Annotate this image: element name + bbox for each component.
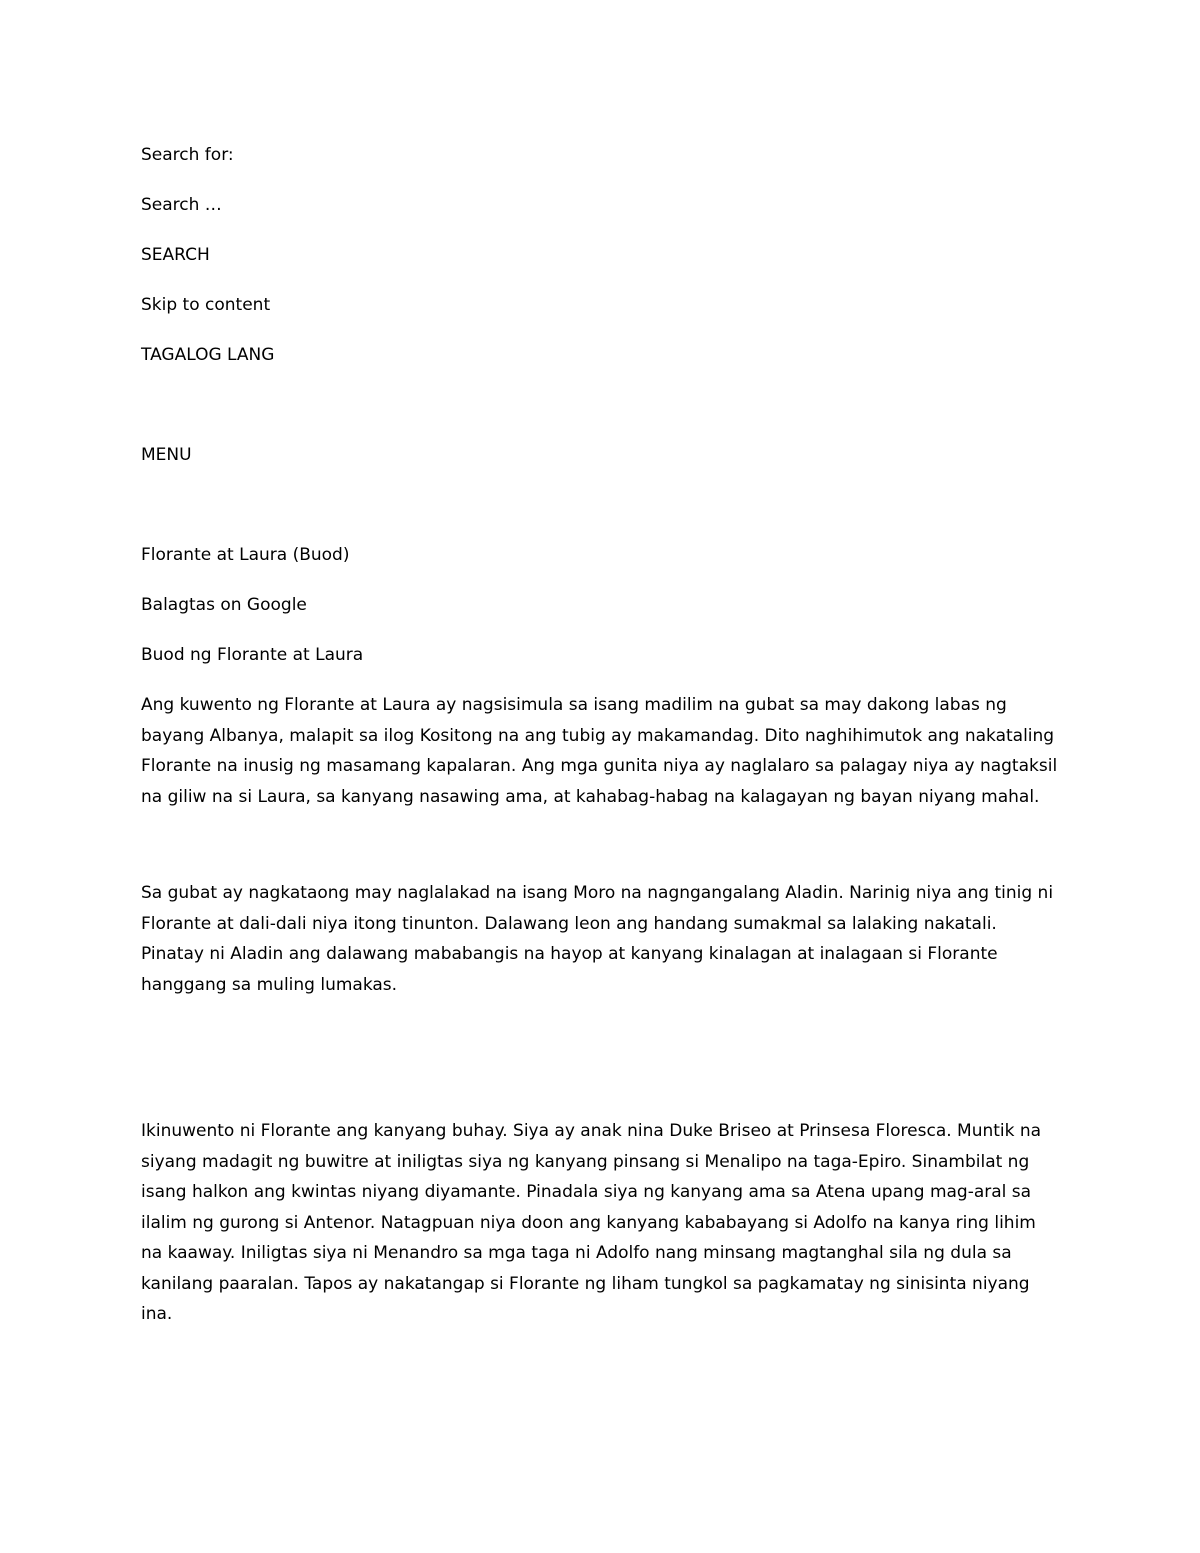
article-title: Florante at Laura (Buod) [141, 545, 350, 565]
search-input[interactable]: Search … [141, 195, 222, 215]
search-button[interactable]: SEARCH [141, 245, 210, 265]
paragraph-1: Ang kuwento ng Florante at Laura ay nagsisimula sa isang madilim na gubat sa may dakong labas ng bayang Albanya, malapit sa ilog Kositong na ang tubig ay makamandag. Dito naghihimutok ang nakataling Florante na inusig ng masamang kapalaran. Ang mga gunita niya ay naglalaro sa palagay niya ay nagtaksil na giliw na si Laura, sa kanyang nasawing ama, at kahabag-habag na kalagayan ng bayan niyang mahal. [141, 695, 1058, 807]
paragraph-3: Ikinuwento ni Florante ang kanyang buhay. Siya ay anak nina Duke Briseo at Prinsesa Floresca. Muntik na siyang madagit ng buwitre at iniligtas siya ng kanyang pinsang si Menalipo na taga-Epiro. Sinambilat ng isang halkon ang kwintas niyang diyamante. Pinadala siya ng kanyang ama sa Atena upang mag-aral sa ilalim ng gurong si Antenor. Natagpuan niya doon ang kanyang kababayang si Adolfo na kanya ring lihim na kaaway. Iniligtas siya ni Menandro sa mga taga ni Adolfo nang minsang magtanghal sila ng dula sa kanilang paaralan. Tapos ay nakatangap si Florante ng liham tungkol sa pagkamatay ng sinisinta niyang ina. [141, 1121, 1042, 1324]
paragraph-2: Sa gubat ay nagkataong may naglalakad na isang Moro na nagngangalang Aladin. Narinig niya ang tinig ni Florante at dali-dali niya itong tinunton. Dalawang leon ang handang sumakmal sa lalaking nakatali. Pinatay ni Aladin ang dalawang mababangis na hayop at kanyang kinalagan at inalagaan si Florante hanggang sa muling lumakas. [141, 883, 1054, 995]
author-link[interactable]: Balagtas on Google [141, 595, 307, 615]
document-page [141, 140, 1061, 1330]
article-subheading: Buod ng Florante at Laura [141, 645, 364, 665]
site-title[interactable]: TAGALOG LANG [141, 345, 275, 365]
menu-button[interactable]: MENU [141, 445, 192, 465]
skip-to-content-link[interactable]: Skip to content [141, 295, 271, 315]
search-label: Search for: [141, 145, 234, 165]
